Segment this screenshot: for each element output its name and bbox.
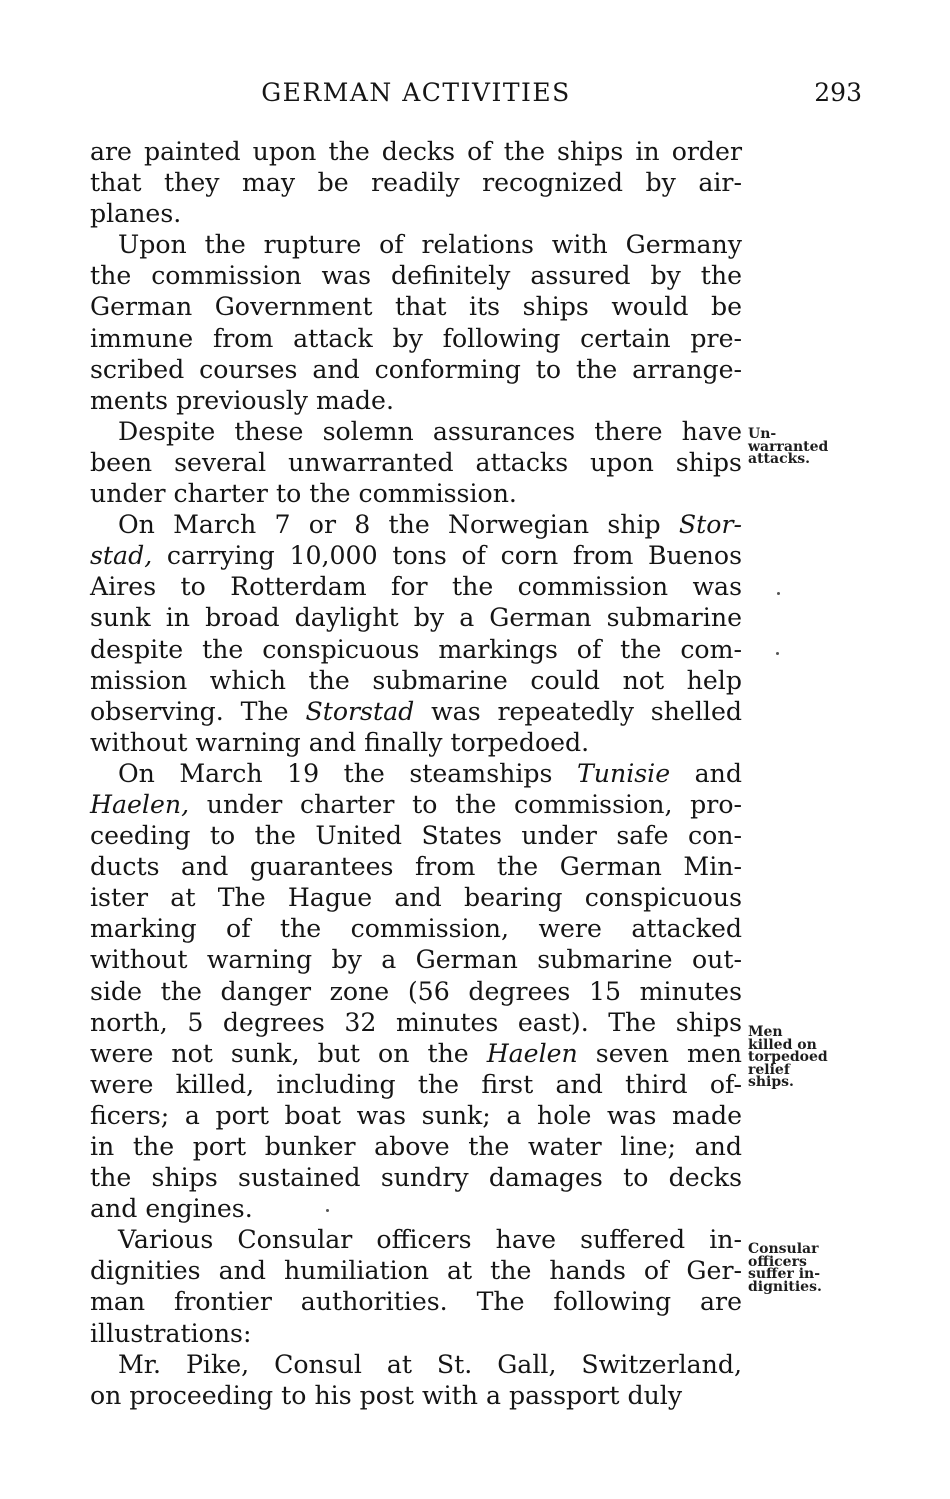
text-line: ducts and guarantees from the German Min- — [90, 852, 742, 882]
text-line: Upon the rupture of relations with Germany — [118, 230, 742, 260]
text-line: illustrations: — [90, 1318, 252, 1348]
text-line: on proceeding to his post with a passport duly — [90, 1380, 683, 1410]
marginal-note-line: warranted — [748, 438, 829, 455]
text-line: without warning by a German submarine out- — [90, 945, 742, 975]
text-line: the commission was definitely assured by the — [90, 261, 742, 291]
text-line: sunk in broad daylight by a German submarine — [90, 603, 742, 633]
marginal-note-line: Consular — [748, 1241, 819, 1257]
marginal-note-consular-officers — [748, 1243, 822, 1293]
marginal-note-line: Un- — [748, 426, 777, 442]
text-line: were not sunk, but on the Haelen seven men — [90, 1038, 742, 1068]
marginal-note-line: killed on — [748, 1036, 817, 1053]
marginal-note-line: Men — [748, 1024, 783, 1040]
text-line: ister at The Hague and bearing conspicuous — [90, 883, 742, 913]
text-line: were killed, including the first and third of- — [90, 1069, 742, 1099]
marginal-note-line: attacks. — [748, 451, 811, 467]
text-line: ceeding to the United States under safe con- — [90, 821, 742, 851]
text-line: man frontier authorities. The following are — [90, 1287, 742, 1317]
text-line: immune from attack by following certain pre- — [90, 323, 742, 353]
marginal-note-line: officers — [748, 1253, 807, 1270]
page-number: 293 — [814, 78, 862, 107]
print-speck — [777, 592, 780, 595]
text-line: planes. — [90, 199, 182, 229]
text-line: that they may be readily recognized by air- — [90, 168, 742, 198]
text-line: Mr. Pike, Consul at St. Gall, Switzerland, — [118, 1349, 742, 1379]
running-head: GERMAN ACTIVITIES — [261, 78, 571, 107]
marginal-note-line: suffer in- — [748, 1266, 821, 1282]
text-line: marking of the commission, were attacked — [90, 914, 742, 944]
text-line: been several unwarranted attacks upon ships — [90, 447, 742, 477]
text-line: ments previously made. — [90, 385, 394, 415]
marginal-note-men-killed — [748, 1026, 828, 1089]
print-speck — [776, 652, 779, 655]
marginal-note-unwarranted-attacks — [748, 428, 828, 466]
text-line: without warning and finally torpedoed. — [90, 727, 590, 757]
text-line: observing. The Storstad was repeatedly shelled — [90, 696, 742, 726]
text-line: stad, carrying 10,000 tons of corn from Buenos — [90, 541, 742, 571]
marginal-note-line: dignities. — [748, 1278, 822, 1295]
marginal-notes — [748, 0, 868, 1499]
text-line: are painted upon the decks of the ships in order — [90, 137, 742, 166]
text-line: On March 19 the steamships Tunisie and — [118, 758, 743, 788]
text-line: Haelen, under charter to the commission, pro- — [90, 789, 742, 819]
body-text — [90, 136, 742, 1411]
text-line: in the port bunker above the water line; and — [90, 1132, 742, 1161]
page-header — [90, 78, 862, 114]
text-line: German Government that its ships would be — [90, 292, 742, 322]
text-line: Aires to Rotterdam for the commission was — [90, 572, 742, 602]
text-line: under charter to the commission. — [90, 479, 517, 509]
text-line: scribed courses and conforming to the arrange- — [90, 354, 742, 384]
text-line: despite the conspicuous markings of the com- — [90, 634, 742, 664]
text-line: dignities and humiliation at the hands of Ger- — [90, 1256, 742, 1286]
marginal-note-line: relief — [748, 1061, 790, 1078]
text-line: ficers; a port boat was sunk; a hole was made — [90, 1100, 742, 1130]
text-line: north, 5 degrees 32 minutes east). The ships — [90, 1007, 742, 1037]
text-line: side the danger zone (56 degrees 15 minutes — [90, 976, 742, 1006]
text-line: Despite these solemn assurances there have — [118, 416, 742, 446]
text-line: and engines. — [90, 1194, 253, 1224]
text-line: Various Consular officers have suffered in- — [118, 1225, 742, 1255]
marginal-note-line: torpedoed — [748, 1049, 828, 1065]
text-line: the ships sustained sundry damages to decks — [90, 1163, 742, 1193]
print-speck — [326, 1209, 329, 1212]
text-line: mission which the submarine could not help — [90, 665, 742, 695]
marginal-note-line: ships. — [748, 1074, 794, 1090]
text-line: On March 7 or 8 the Norwegian ship Stor- — [118, 510, 742, 540]
